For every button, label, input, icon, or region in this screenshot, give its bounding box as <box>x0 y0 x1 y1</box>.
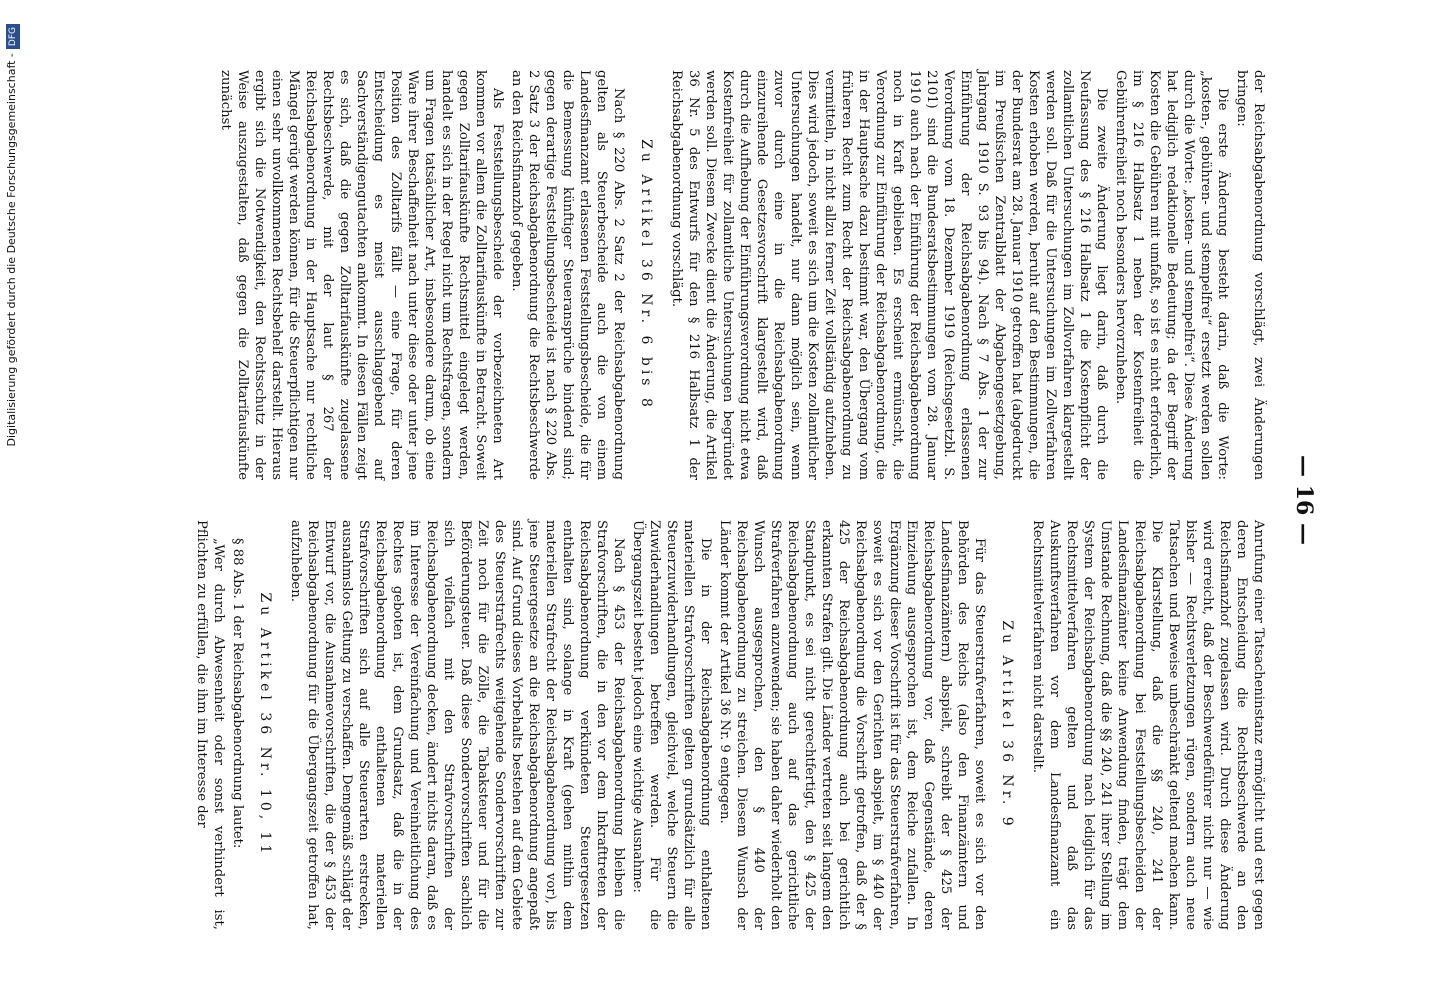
dfg-logo: DFG <box>6 24 20 49</box>
paragraph: § 88 Abs. 1 der Reichsabgabenordnung lautet: <box>230 538 245 849</box>
document-page <box>117 50 1317 950</box>
right-column <box>191 520 1267 930</box>
paragraph: Anrufung einer Tatsacheninstanz ermöglicht und erst gegen deren Entscheidung die Rechtsbeschwerde an den Reichsfinanzhof zugelassen wird. Durch diese Änderung wird erreicht, daß der Beschwerdeführer nicht nur — wie bisher — Rechtsverletzungen rügen, sondern auch neue Tatsachen und Beweise unbeschränkt geltend machen kann. Die Klarstellung, daß die §§ 240, 241 der Reichsabgabenordnung bei Feststellungsbescheiden der Landesfinanzämter keine Anwendung finden, trägt dem Umstande Rechnung, daß die §§ 240, 241 ihrer Stellung im System der Reichsabgabenordnung nach lediglich für das Rechtsmittelverfahren gelten und daß das Auskunftsverfahren vor dem Landesfinanzamt ein Rechtsmittelverfahren nicht darstellt. <box>1030 520 1266 930</box>
page-number: — 16 — <box>1291 455 1317 545</box>
paragraph: Die zweite Änderung liegt darin, daß durch die Neufassung des § 216 Halbsatz 1 die Kostenpflicht der zollamtlichen Untersuchungen im Zollvorfahren klargestellt werden soll. Daß für die Untersuchungen im Zollverfahren Kosten erhoben werden, beruht auf den Bestimmungen, die der Bundesrat am 28. Januar 1910 getroffen hat (abgedruckt im Preußischen Zentralblatt der Abgabengesetzgebung, Jahrgang 1910 S. 93 bis 94). Nach § 7 Abs. 1 der zur Einführung der Reichsabgabenordnung erlassenen Verordnung vom 18. Dezember 1919 (Reichsgesetzbl. S. 2101) sind die Bundesratsbestimmungen vom 28. Januar 1910 auch nach der Einführung der Reichsabgabenordnung noch in Kraft geblieben. Es erscheint ermünscht, die Verordnung zur Einführung der Reichsabgabenordnung, die in der Hauptsache dazu bestimmt war, den Übergang vom früheren Recht zum Recht der Reichsabgabenordnung zu vermitteln, in nicht allzu ferner Zeit vollständig aufzuheben. Dies wird jedoch, soweit es sich um die Kosten zollamtlicher Untersuchungen handelt, nur dann möglich sein, wenn zuvor durch eine in die Reichsabgabenordnung einzureihende Gesetzesvorschrift klargestellt wird, daß durch die Aufhebung der Einführungsverordnung nicht etwa Kostenfreiheit für zollamtliche Untersuchungen begründet werden soll. Diesem Zwecke dient die Änderung, die Artikel 36 Nr. 5 des Entwurfs für den § 216 Halbsatz 1 der Reichsabgabenordnung vorschlägt. <box>669 70 1109 480</box>
paragraph: Die erste Änderung besteht darin, daß die Worte: „kosten-, gebühren- und stempelfrei“ ersetzt werden sollen durch die Worte: „kosten- und stempelfrei“. Diese Änderung hat lediglich redaktionelle Bedeutung; da der Begriff der Kosten die Gebühren mit umfaßt, so ist es nicht erforderlich, im § 216 Halbsatz 1 neben der Kostenfreiheit die Gebührenfreiheit noch besonders hervorzuheben. <box>1113 70 1230 480</box>
section-heading: Zu Artikel 36 Nr. 10, 11 <box>257 592 273 858</box>
paragraph: Die in der Reichsabgabenordnung enthaltenen materiellen Strafvorschriften gelten grundsätzlich für alle Steuerzuwiderhandlungen, gleichviel, welche Steuern die Zuwiderhandlungen betreffen werden. Für die Übergangszeit besteht jedoch eine wichtige Ausnahme: <box>630 520 713 930</box>
left-column <box>215 70 1267 480</box>
section-heading: Zu Artikel 36 Nr. 6 bis 8 <box>638 139 654 411</box>
paragraph: Für das Steuerstrafverfahren, soweit es sich vor den Behörden des Reichs (also den Finanzämtern und Landesfinanzämtern) abspielt, schreibt der § 425 der Reichsabgabenordnung vor, daß Gegenstände, deren Einziehung ausgesprochen ist, dem Reiche zufallen. In Ergänzung dieser Vorschrift ist für das Steuerstrafverfahren, soweit es sich vor den Gerichten abspielt, im § 440 der Reichsabgabenordnung die Vorschrift getroffen, daß der § 425 der Reichsabgabenordnung auch bei gerichtlich erkannten Strafen gilt. Die Länder vertreten seit langem den Standpunkt, es sei nicht gerechtfertigt, den § 425 der Reichsabgabenordnung auch auf das gerichtliche Strafverfahren anzuwenden; sie haben daher wiederholt den Wunsch ausgesprochen, den § 440 der Reichsabgabenordnung zu streichen. Diesem Wunsch der Länder kommt der Artikel 36 Nr. 9 entgegen. <box>717 520 987 930</box>
digitization-footer <box>0 24 24 984</box>
paragraph: Nach § 453 der Reichsabgabenordnung bleiben die Strafvorschriften, die in den vor dem Inkrafttreten der Reichsabgabenordnung verkündeten Steuergesetzen enthalten sind, solange in Kraft (gehen mithin dem materiellen Strafrecht der Reichsabgabenordnung vor), bis jene Steuergesetze an die Reichsabgabenordnung angepaßt sind. Auf Grund dieses Vorbehalts bestehen auf dem Gebiete des Steuerstrafrechts weitgehende Sondervorschriften zur Zeit noch für die Zölle, die Tabaksteuer und für die Beförderungsteuer. Daß diese Sondervorschriften sachlich sich vielfach mit den Strafvorschriften der Reichsabgabenordnung decken, ändert nichts daran, daß es im Interesse der Vereinfachung und Vereinheitlichung des Rechtes geboten ist, dem Grundsatz, daß die in der Reichsabgabenordnung enthaltenen materiellen Strafvorschriften sich auf alle Steuerarten erstrecken, ausnahmslos Geltung zu verschaffen. Demgemäß schlägt der Entwurf vor, die Ausnahmevorschriften, die der § 453 der Reichsabgabenordnung für die Übergangszeit getroffen hat, aufzuheben. <box>288 520 626 930</box>
paragraph: Als Feststellungsbescheide der vorbezeichneten Art kommen vor allem die Zolltarifauskünfte in Betracht. Soweit gegen Zolltarifauskünfte Rechtsmittel eingelegt werden, handelt es sich in der Regel nicht um Rechtsfragen, sondern um Fragen tatsächlicher Art, insbesondere darum, ob eine Ware ihrer Beschaffenheit nach unter diese oder unter jene Position des Zolltarifs fällt — eine Frage, für deren Entscheidung es meist ausschlaggebend auf Sachverständigengutachten ankommt. In diesen Fällen zeigt es sich, daß die gegen Zolltarifauskünfte zugelassene Rechtsbeschwerde, mit der laut § 267 der Reichsabgabenordnung in der Hauptsache nur rechtliche Mängel gerügt werden können, für die Steuerpflichtigen nur einen sehr unvollkommenen Rechtsbehelf darstellt. Hieraus ergibt sich die Notwendigkeit, den Rechtsschutz in der Weise auszugestalten, daß gegen die Zolltarifauskünfte zunächst <box>218 70 505 480</box>
paragraph: der Reichsabgabenordnung vorschlägt, zwei Änderungen bringen: <box>1234 70 1266 480</box>
section-heading: Zu Artikel 36 Nr. 9 <box>999 620 1015 830</box>
paragraph: „Wer durch Abwesenheit oder sonst verhindert ist, Pflichten zu erfüllen, die ihm im Interesse der <box>194 520 226 930</box>
footer-text: Digitalisierung gefördert durch die Deutsche Forschungsgemeinschaft - <box>5 53 18 447</box>
paragraph: Nach § 220 Abs. 2 Satz 2 der Reichsabgabenordnung gelten als Steuerbescheide auch die von einem Landesfinanzamt erlassenen Feststellungsbescheide, die für die Bemessung künftiger Steueransprüche bindend sind; gegen derartige Feststellungsbescheide ist nach § 220 Abs. 2 Satz 3 der Reichsabgabenordnung die Rechtsbeschwerde an den Reichsfinanzhof gegeben. <box>509 70 626 480</box>
